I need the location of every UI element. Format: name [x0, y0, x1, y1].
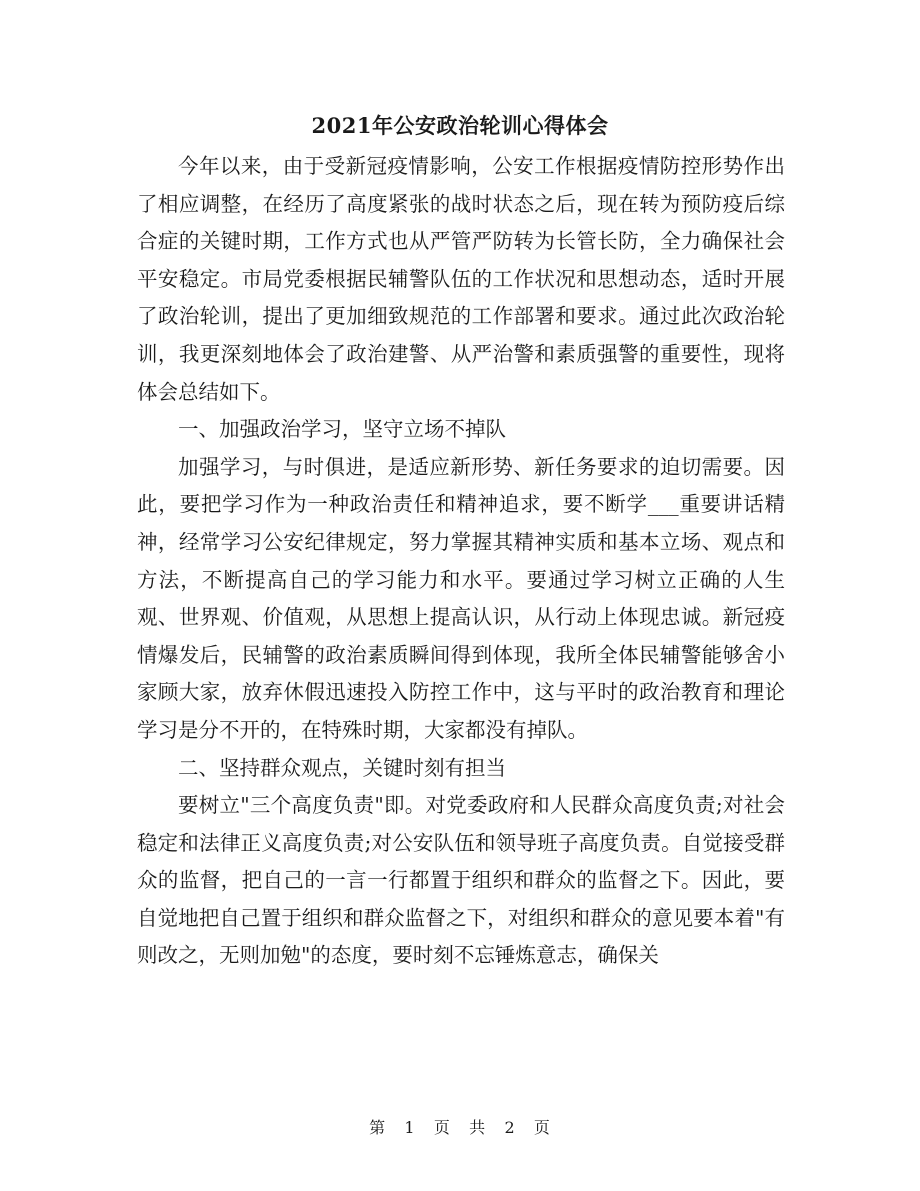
page-footer [0, 1115, 920, 1138]
footer-current-page: 1 [404, 1118, 416, 1137]
footer-prefix: 第 [369, 1118, 387, 1137]
paragraph-section-1: 加强学习，与时俱进，是适应新形势、新任务要求的迫切需要。因此，要把学习作为一种政治责任和精神追求，要不断学___重要讲话精神，经常学习公安纪律规定，努力掌握其精神实质和基本立场、观点和方法，不断提高自己的学习能力和水平。要通过学习树立正确的人生观、世界观、价值观，从思想上提高认识，从行动上体现忠诚。新冠疫情爆发后，民辅警的政治素质瞬间得到体现，我所全体民辅警能够舍小家顾大家，放弃休假迅速投入防控工作中，这与平时的政治教育和理论学习是分不开的，在特殊时期，大家都没有掉队。 [137, 454, 785, 742]
document-body [137, 148, 785, 975]
section-heading-2: 二、坚持群众观点，关键时刻有担当 [178, 755, 506, 780]
footer-total-suffix: 页 [533, 1118, 551, 1137]
paragraph-section-2: 要树立"三个高度负责"即。对党委政府和人民群众高度负责;对社会稳定和法律正义高度负责;对公安队伍和领导班子高度负责。自觉接受群众的监督，把自己的一言一行都置于组织和群众的监督之下。因此，要自觉地把自己置于组织和群众监督之下，对组织和群众的意见要本着"有则改之，无则加勉"的态度，要时刻不忘锤炼意志，确保关 [137, 793, 785, 968]
footer-total-prefix: 共 [469, 1118, 487, 1137]
document-title: 2021年公安政治轮训心得体会 [311, 113, 609, 138]
section-heading-1: 一、加强政治学习，坚守立场不掉队 [178, 417, 506, 442]
paragraph-intro: 今年以来，由于受新冠疫情影响，公安工作根据疫情防控形势作出了相应调整，在经历了高度紧张的战时状态之后，现在转为预防疫后综合症的关键时期，工作方式也从严管严防转为长管长防，全力确保社会平安稳定。市局党委根据民辅警队伍的工作状况和思想动态，适时开展了政治轮训，提出了更加细致规范的工作部署和要求。通过此次政治轮训，我更深刻地体会了政治建警、从严治警和素质强警的重要性，现将体会总结如下。 [137, 154, 785, 404]
footer-page-label: 页 [433, 1118, 451, 1137]
footer-total-pages: 2 [504, 1118, 516, 1137]
